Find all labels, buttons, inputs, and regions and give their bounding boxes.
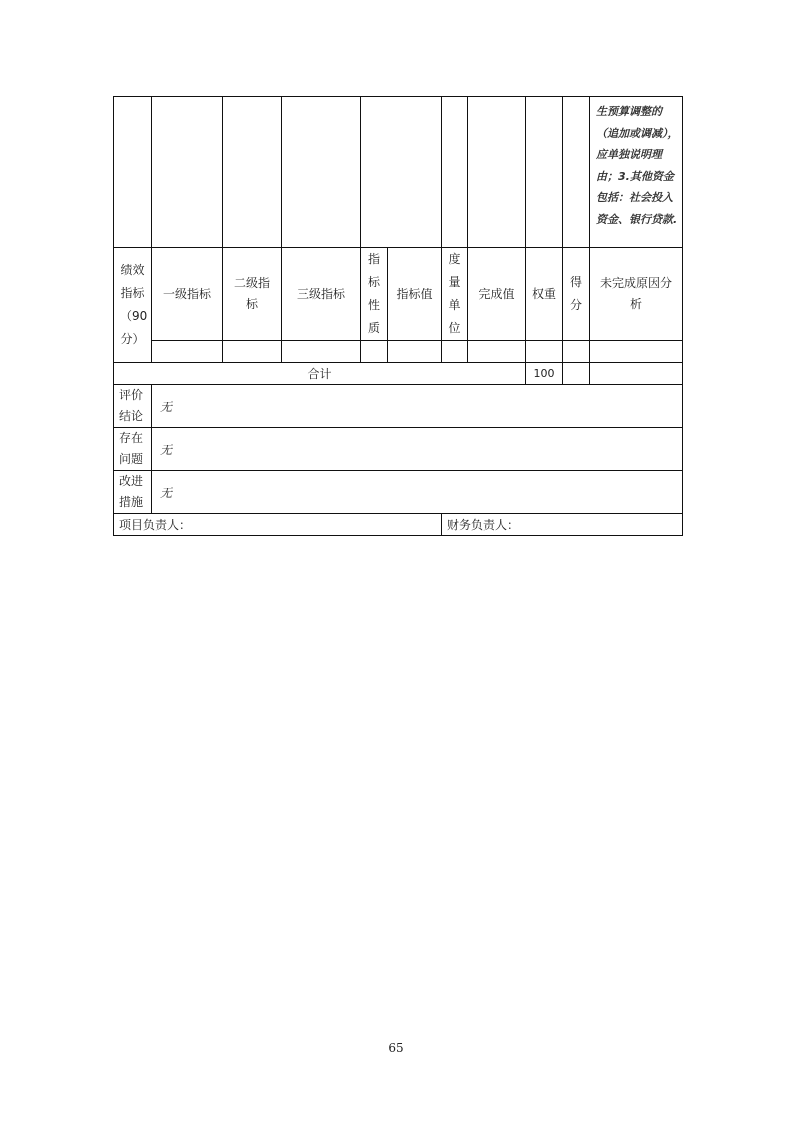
- empty-cell: [361, 341, 388, 363]
- project-leader-label: 项目负责人：: [114, 514, 442, 536]
- header-level2: 二级指标: [223, 248, 282, 341]
- empty-cell: [282, 97, 361, 248]
- improvement-label: 改进措施: [114, 471, 152, 514]
- header-row: [114, 248, 683, 341]
- empty-cell: [223, 341, 282, 363]
- evaluation-label: 评价结论: [114, 385, 152, 428]
- performance-table: [113, 96, 683, 536]
- empty-cell: [388, 341, 442, 363]
- header-weight: 权重: [526, 248, 563, 341]
- empty-cell: [282, 341, 361, 363]
- header-nature: 指标性质: [361, 248, 388, 341]
- evaluation-row: [114, 385, 683, 428]
- empty-cell: [152, 341, 223, 363]
- empty-cell: [526, 341, 563, 363]
- empty-cell: [590, 341, 683, 363]
- header-completed: 完成值: [468, 248, 526, 341]
- continuation-row: [114, 97, 683, 248]
- empty-cell: [442, 97, 468, 248]
- header-level3: 三级指标: [282, 248, 361, 341]
- empty-cell: [563, 97, 590, 248]
- empty-cell: [223, 97, 282, 248]
- empty-cell: [563, 341, 590, 363]
- finance-leader-label: 财务负责人：: [442, 514, 683, 536]
- page-number: 65: [388, 1041, 404, 1055]
- empty-cell: [526, 97, 563, 248]
- header-level1: 一级指标: [152, 248, 223, 341]
- improvement-value: 无: [152, 471, 683, 514]
- empty-cell: [442, 341, 468, 363]
- empty-cell: [590, 363, 683, 385]
- evaluation-value: 无: [152, 385, 683, 428]
- total-row: [114, 363, 683, 385]
- empty-cell: [468, 97, 526, 248]
- header-value: 指标值: [388, 248, 442, 341]
- total-label: 合计: [114, 363, 526, 385]
- empty-cell: [468, 341, 526, 363]
- empty-cell: [563, 363, 590, 385]
- signature-row: [114, 514, 683, 536]
- table-row: [114, 341, 683, 363]
- performance-indicator-label: 绩效指标（90分）: [114, 248, 152, 363]
- empty-cell: [361, 97, 442, 248]
- header-unit: 度量单位: [442, 248, 468, 341]
- problems-value: 无: [152, 428, 683, 471]
- improvement-row: [114, 471, 683, 514]
- empty-cell: [114, 97, 152, 248]
- problems-label: 存在问题: [114, 428, 152, 471]
- total-weight: 100: [526, 363, 563, 385]
- empty-cell: [152, 97, 223, 248]
- header-reason: 未完成原因分析: [590, 248, 683, 341]
- header-score: 得分: [563, 248, 590, 341]
- budget-note: 生预算调整的（追加或调减），应单独说明理由；3.其他资金包括：社会投入资金、银行贷款.: [590, 97, 683, 248]
- problems-row: [114, 428, 683, 471]
